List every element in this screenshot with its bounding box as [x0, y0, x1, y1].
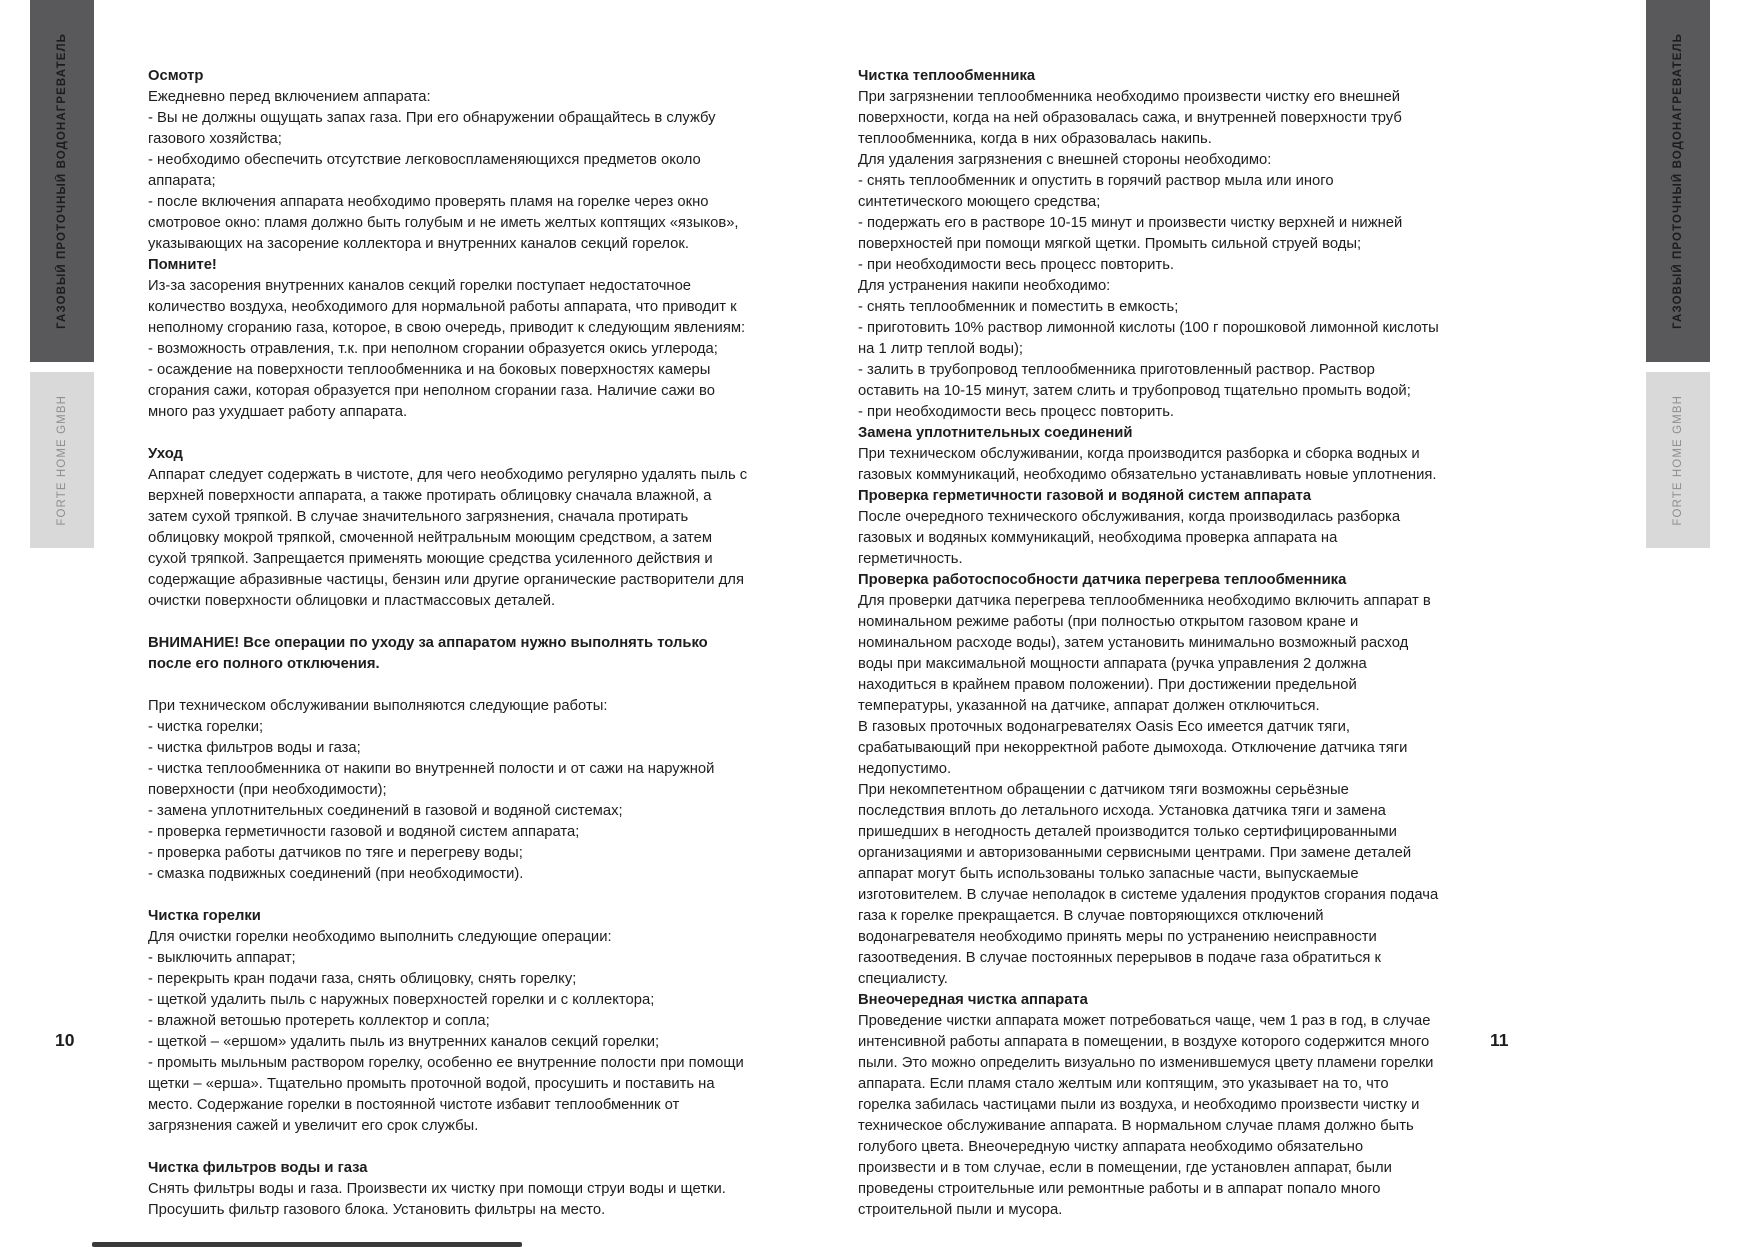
paragraph: Аппарат следует содержать в чистоте, для чего необходимо регулярно удалять пыль с верхней поверхности аппарата, а также протирать облицовку сначала влажной, а затем сухой тряпкой. В случае значительного загрязнения, сначала протирать облицовку мокрой тряпкой, смоченной нейтральным моющим средством, а затем сухой тряпкой. Запрещается применять моющие средства усиленного действия и содержащие абразивные частицы, бензин или другие органические растворители для очистки поверхности облицовки и пластмассовых деталей. [148, 467, 748, 609]
paragraph: Проведение чистки аппарата может потребоваться чаще, чем 1 раз в год, в случае интенсивной работы аппарата в помещении, в воздухе которого содержится много пыли. Это можно определить визуально по изменившемуся цвету пламени горелки аппарата. Если пламя стало желтым или коптящим, это указывает на то, что горелка забилась частицами пыли из воздуха, и необходимо произвести чистку и техническое обслуживание аппарата. В нормальном случае пламя должно быть голубого цвета. Внеочередную чистку аппарата необходимо обязательно произвести и в том случае, если в помещении, где установлен аппарат, были проведены строительные или ремонтные работы и в аппарат попало много строительной пыли и мусора. [858, 1013, 1434, 1218]
paragraph: Для удаления загрязнения с внешней стороны необходимо: [858, 152, 1272, 168]
section-gap [148, 612, 748, 633]
right-sidebar-brand-label: FORTE HOME GMBH [1672, 394, 1684, 526]
paragraph: - щеткой – «ершом» удалить пыль из внутренних каналов секций горелки; [148, 1034, 660, 1050]
paragraph: - чистка горелки; [148, 719, 264, 735]
paragraph: Ежедневно перед включением аппарата: [148, 89, 431, 105]
section-gap [148, 675, 748, 696]
paragraph: Для устранения накипи необходимо: [858, 278, 1111, 294]
section-heading: Чистка фильтров воды и газа [148, 1160, 368, 1176]
paragraph: В газовых проточных водонагревателях Oasis Eco имеется датчик тяги, срабатывающий при некорректной работе дымохода. Отключение датчика тяги недопустимо. [858, 719, 1408, 777]
section-gap [148, 885, 748, 906]
paragraph: - щеткой удалить пыль с наружных поверхностей горелки и с коллектора; [148, 992, 655, 1008]
left-sidebar-product-tab [30, 0, 94, 362]
paragraph: Для очистки горелки необходимо выполнить следующие операции: [148, 929, 612, 945]
section-heading: Осмотр [148, 68, 204, 84]
section-heading: Уход [148, 446, 183, 462]
right-sidebar-product-tab [1646, 0, 1710, 362]
page-left-text-column [148, 66, 748, 1221]
paragraph: - проверка работы датчиков по тяге и перегреву воды; [148, 845, 523, 861]
paragraph: При техническом обслуживании выполняются следующие работы: [148, 698, 608, 714]
page-right-text-column [858, 66, 1440, 1221]
paragraph: При загрязнении теплообменника необходимо произвести чистку его внешней поверхности, когда на ней образовалась сажа, и внутренней поверхности труб теплообменника, когда в них образовалась накипь. [858, 89, 1402, 147]
paragraph: - промыть мыльным раствором горелку, особенно ее внутренние полости при помощи щетки – «ерша». Тщательно промыть проточной водой, просушить и поставить на место. Содержание горелки в постоянной чистоте избавит теплообменник от загрязнения сажей и увеличит его срок службы. [148, 1055, 744, 1134]
left-sidebar-brand-label: FORTE HOME GMBH [56, 394, 68, 526]
section-heading: Внеочередная чистка аппарата [858, 992, 1088, 1008]
left-sidebar-product-label: ГАЗОВЫЙ ПРОТОЧНЫЙ ВОДОНАГРЕВАТЕЛЬ [56, 33, 68, 329]
paragraph: - перекрыть кран подачи газа, снять облицовку, снять горелку; [148, 971, 577, 987]
section-heading: Чистка теплообменника [858, 68, 1036, 84]
scan-edge-artifact [92, 1242, 522, 1247]
paragraph: - приготовить 10% раствор лимонной кислоты (100 г порошковой лимонной кислоты на 1 литр теплой воды); [858, 320, 1439, 357]
paragraph: При некомпетентном обращении с датчиком тяги возможны серьёзные последствия вплоть до летального исхода. Установка датчика тяги и замена пришедших в негодность деталей производится только сертифицированными организациями и авторизованными сервисными центрами. При замене деталей аппарат могут быть использованы только запасные части, выпускаемые изготовителем. В случае неполадок в системе удаления продуктов сгорания подача газа к горелке прекращается. В случае повторяющихся отключений водонагревателя необходимо принять меры по устранению неисправности газоотведения. В случае постоянных перерывов в подаче газа обратиться к специалисту. [858, 782, 1439, 987]
section-heading: Помните! [148, 257, 217, 273]
right-sidebar-brand-tab [1646, 372, 1710, 548]
paragraph: Для проверки датчика перегрева теплообменника необходимо включить аппарат в номинальном режиме работы (при полностью открытом газовом кране и номинальном расходе воды), затем установить минимально возможный расход воды при максимальной мощности аппарата (ручка управления 2 должна находиться в крайнем правом положении). При достижении предельной температуры, указанной на датчике, аппарат должен отключиться. [858, 593, 1431, 714]
paragraph: Снять фильтры воды и газа. Произвести их чистку при помощи струи воды и щетки. Просушить фильтр газового блока. Установить фильтры на место. [148, 1181, 726, 1218]
left-sidebar-brand-tab [30, 372, 94, 548]
paragraph: - возможность отравления, т.к. при неполном сгорании образуется окись углерода; [148, 341, 718, 357]
section-heading: Проверка работоспособности датчика перегрева теплообменника [858, 572, 1347, 588]
paragraph: - при необходимости весь процесс повторить. [858, 404, 1175, 420]
paragraph: - после включения аппарата необходимо проверять пламя на горелке через окно смотровое окно: пламя должно быть голубым и не иметь желтых коптящих «языков», указывающих на засорение коллектора и внутренних каналов секций горелок. [148, 194, 739, 252]
page-number-right: 11 [1490, 1030, 1509, 1050]
paragraph: - чистка теплообменника от накипи во внутренней полости и от сажи на наружной поверхности (при необходимости); [148, 761, 715, 798]
section-heading: Проверка герметичности газовой и водяной систем аппарата [858, 488, 1312, 504]
paragraph: После очередного технического обслуживания, когда производилась разборка газовых и водяных коммуникаций, необходима проверка аппарата на герметичность. [858, 509, 1401, 567]
paragraph: - подержать его в растворе 10-15 минут и произвести чистку верхней и нижней поверхностей при помощи мягкой щетки. Промыть сильной струей воды; [858, 215, 1403, 252]
section-gap [148, 423, 748, 444]
paragraph: - Вы не должны ощущать запах газа. При его обнаружении обращайтесь в службу газового хозяйства; [148, 110, 716, 147]
paragraph: - необходимо обеспечить отсутствие легковоспламеняющихся предметов около аппарата; [148, 152, 701, 189]
paragraph: ВНИМАНИЕ! Все операции по уходу за аппаратом нужно выполнять только после его полного отключения. [148, 635, 708, 672]
paragraph: - смазка подвижных соединений (при необходимости). [148, 866, 524, 882]
paragraph: - проверка герметичности газовой и водяной систем аппарата; [148, 824, 580, 840]
paragraph: При техническом обслуживании, когда производится разборка и сборка водных и газовых коммуникаций, необходимо обязательно устанавливать новые уплотнения. [858, 446, 1437, 483]
paragraph: - замена уплотнительных соединений в газовой и водяной системах; [148, 803, 623, 819]
paragraph: - снять теплообменник и опустить в горячий раствор мыла или иного синтетического моющего средства; [858, 173, 1334, 210]
paragraph: Из-за засорения внутренних каналов секций горелки поступает недостаточное количество воздуха, необходимого для нормальной работы аппарата, что приводит к неполному сгоранию газа, которое, в свою очередь, приводит к следующим явлениям: [148, 278, 746, 336]
paragraph: - выключить аппарат; [148, 950, 296, 966]
paragraph: - влажной ветошью протереть коллектор и сопла; [148, 1013, 490, 1029]
paragraph: - чистка фильтров воды и газа; [148, 740, 361, 756]
paragraph: - снять теплообменник и поместить в емкость; [858, 299, 1179, 315]
section-gap [148, 1137, 748, 1158]
section-heading: Чистка горелки [148, 908, 261, 924]
paragraph: - при необходимости весь процесс повторить. [858, 257, 1175, 273]
section-heading: Замена уплотнительных соединений [858, 425, 1133, 441]
right-sidebar-product-label: ГАЗОВЫЙ ПРОТОЧНЫЙ ВОДОНАГРЕВАТЕЛЬ [1672, 33, 1684, 329]
paragraph: - залить в трубопровод теплообменника приготовленный раствор. Раствор оставить на 10-15 минут, затем слить и трубопровод тщательно промыть водой; [858, 362, 1411, 399]
paragraph: - осаждение на поверхности теплообменника и на боковых поверхностях камеры сгорания сажи, которая образуется при неполном сгорании газа. Наличие сажи во много раз ухудшает работу аппарата. [148, 362, 715, 420]
page-number-left: 10 [55, 1030, 75, 1050]
